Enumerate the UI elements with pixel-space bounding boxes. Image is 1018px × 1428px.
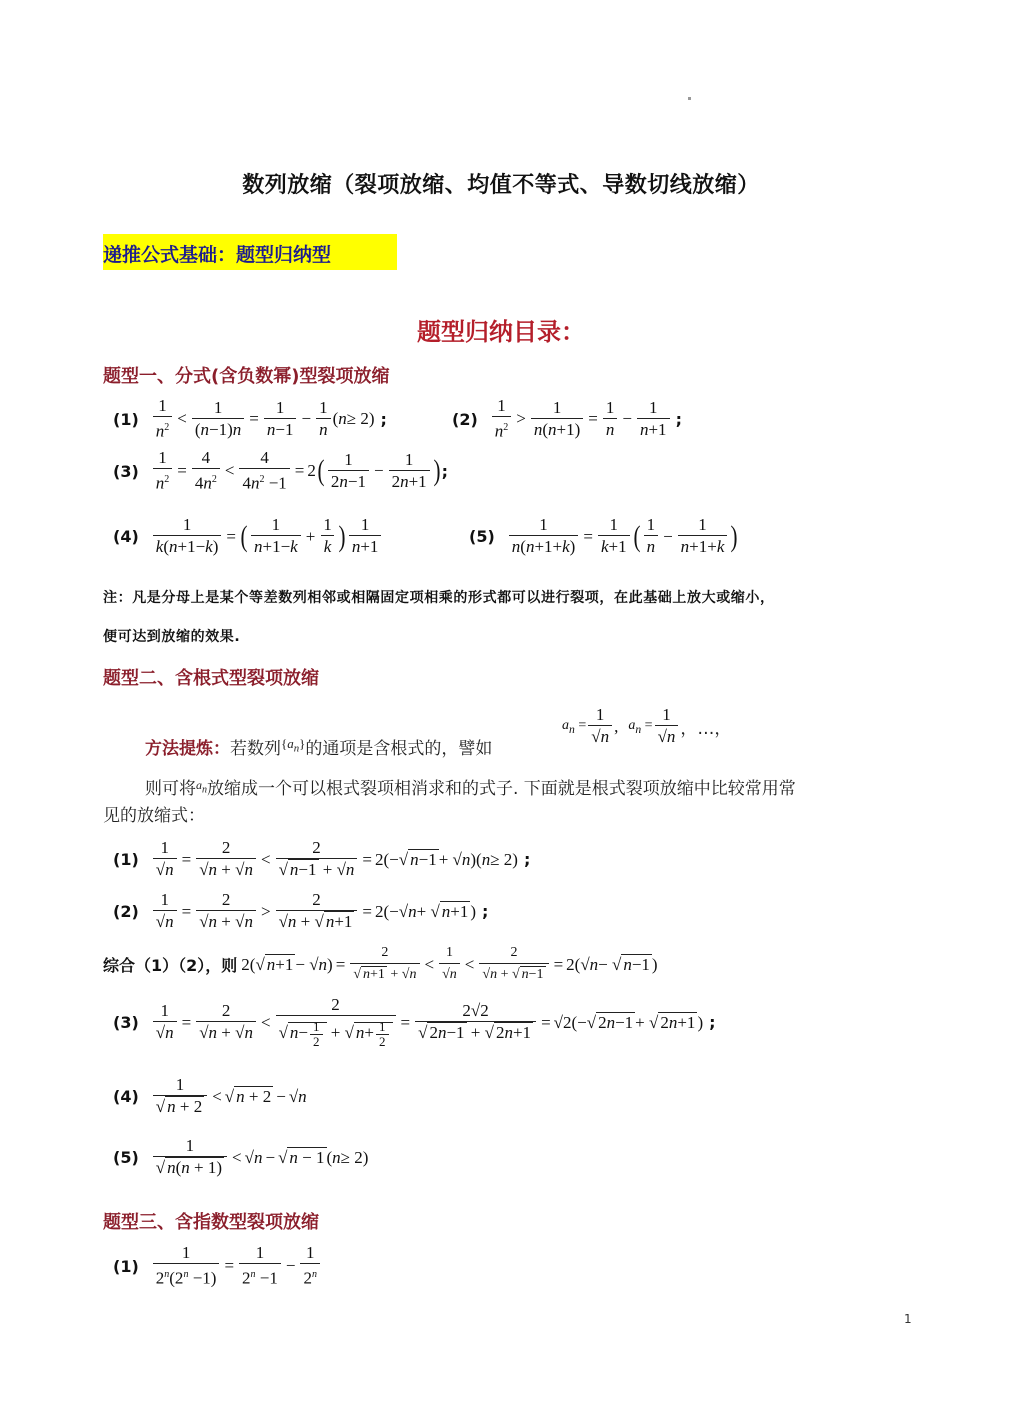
para-line-2: 见的放缩式： [103, 806, 205, 826]
formula-3-1: (1) $\frac{1}{2^n(2^n -1)}$ = $\frac{1}{2^n -1}$ − $\frac{1}{2^n}$ [113, 1243, 322, 1290]
formula-1-5: (5) $\frac{1}{n(n+1+k)}$ = $\frac{1}{k+1}$ ( $\frac{1}{n}$ − $\frac{1}{n+1+k}$ ) [469, 515, 738, 556]
combine-line: 综合（1）（2），则 2(√ n+1 − √ n ) = $\frac{2}{√ n+1 + √n}$ < $\frac{1}{√n}$ < $\frac{2}{√n + √ n-1}$ = 2(√ n − √ n−1 ) [103, 943, 658, 986]
document-title: 数列放缩（裂项放缩、均值不等式、导数切线放缩） [242, 173, 760, 198]
note-line-2: 便可达到放缩的效果. [103, 629, 241, 645]
formula-1-3: (3) $\frac{1}{n^2}$ = $\frac{4}{4n^2}$ < $\frac{4}{4n^2 -1}$ = 2 ( $\frac{1}{2n-1}$ − $\frac{1}{2n+1}$ ) ; [113, 448, 449, 493]
highlight-heading: 递推公式基础：题型归纳型 [103, 234, 397, 270]
formula-2-1: (1) $\frac{1}{√n}$ = $\frac{2}{√n + √n}$ < $\frac{2}{√ n-1 + √n}$ = 2(−√ n−1 + √ n )( n ≥ 2) ; [113, 838, 531, 879]
formula-2-2: (2) $\frac{1}{√n}$ = $\frac{2}{√n + √n}$ > $\frac{2}{√n + √ n+1}$ = 2(−√ n + √ n+1 ) ; [113, 890, 489, 931]
formula-1-1: (1) $\frac{1}{n^2}$ < $\frac{1}{(n-1)n}$ = $\frac{1}{n-1}$ − $\frac{1}{n}$ ( n ≥ 2) ; [113, 396, 387, 441]
section-heading-2: 题型二、含根式型裂项放缩 [103, 668, 319, 689]
section-heading-1: 题型一、分式(含负数幂)型裂项放缩 [103, 366, 390, 387]
para-line-1: 则可将$^{a_n}$放缩成一个可以根式裂项相消求和的式子. 下面就是根式裂项放缩中比较常用常 [145, 778, 796, 799]
decorative-dot [688, 97, 691, 100]
toc-heading: 题型归纳目录： [417, 318, 585, 346]
note-line-1: 注：凡是分母上是某个等差数列相邻或相隔固定项相乘的形式都可以进行裂项，在此基础上放大或缩小， [103, 590, 775, 606]
page-number: 1 [904, 1312, 912, 1326]
method-label: 方法提炼： [145, 739, 230, 759]
method-line: 方法提炼：若数列$^{\{a_n\}}$的通项是含根式的，譬如 [145, 736, 493, 759]
method-examples: $a_n$ = $\frac{1}{√n}$ , $a_n$ = $\frac{1}{√n}$ ，…， [562, 705, 732, 746]
formula-1-2: (2) $\frac{1}{n^2}$ > $\frac{1}{n(n+1)}$ = $\frac{1}{n}$ − $\frac{1}{n+1}$ ; [452, 396, 682, 441]
formula-2-4: (4) $\frac{1}{√ n + 2}$ < √ n + 2 − √ n [113, 1075, 307, 1116]
formula-2-5: (5) $\frac{1}{√ n(n + 1)}$ < √ n − √ n − 1 ( n ≥ 2) [113, 1136, 369, 1177]
section-heading-3: 题型三、含指数型裂项放缩 [103, 1212, 319, 1233]
formula-1-4: (4) $\frac{1}{k(n+1-k)}$ = ( $\frac{1}{n+1-k}$ + $\frac{1}{k}$ ) $\frac{1}{n+1}$ [113, 515, 383, 558]
formula-2-3: (3) $\frac{1}{√n}$ = $\frac{2}{√n + √n}$ < 2 √ n− $\frac{1}{2}$ + √ n+ $\frac{1}{2}$ = $\frac{2√2}{√ 2n-1 + √ 2n+1}$ = √2(−√ 2n−1 + √ 2n+1 ) ; [113, 995, 716, 1049]
